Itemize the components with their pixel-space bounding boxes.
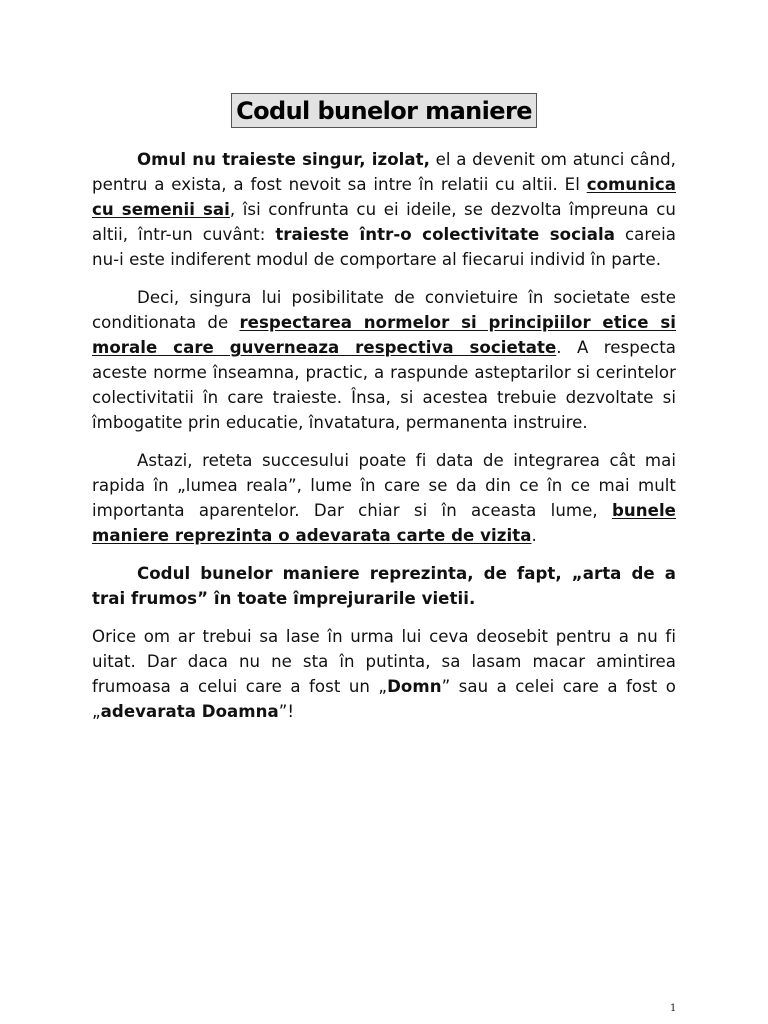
paragraph-5-run-3: ” sau a celei care a fost o „ [92,677,676,721]
document-body [92,147,676,737]
paragraph-1-run-4: , îsi confrunta cu ei ideile, se dezvolta împreuna cu altii, într-un cuvânt: [92,200,676,244]
paragraph-1 [92,147,676,272]
page-number: 1 [670,1003,677,1014]
paragraph-2 [92,285,676,435]
paragraph-5-run-4: adevarata Doamna [100,702,279,721]
paragraph-5 [92,624,676,724]
paragraph-5-run-5: ”! [278,702,295,721]
paragraph-5-run-1: Orice om ar trebui sa lase în urma lui ceva deosebit pentru a nu fi uitat. Dar daca nu ne sta în putinta, sa lasam macar amintirea frumoasa a celui care a fost un „ [92,627,676,696]
paragraph-2-run-3: . A respecta aceste norme înseamna, practic, a raspunde asteptarilor si cerintelor colectivitatii în care traieste. Însa, si acestea trebuie dezvoltate si îmbogatite prin educatie, învatatura, permanenta instruire. [92,338,676,432]
paragraph-1-run-2: el a devenit om atunci când, pentru a exista, a fost nevoit sa intre în relatii cu altii. El [92,150,676,194]
paragraph-4-run-1: Codul bunelor maniere reprezinta, de fapt, „arta de a trai frumos” în toate împrejurarile vietii. [92,564,676,608]
paragraph-3-run-2: bunele maniere reprezinta o adevarata carte de vizita [92,501,676,545]
paragraph-3-run-1: Astazi, reteta succesului poate fi data de integrarea cât mai rapida în „lumea reala”, lume în care se da din ce în ce mai mult importanta aparentelor. Dar chiar si în aceasta lume, [92,451,676,520]
page-title: Codul bunelor maniere [231,93,537,128]
paragraph-1-run-5: traieste într-o colectivitate sociala [275,225,615,244]
paragraph-2-run-1: Deci, singura lui posibilitate de convietuire în societate este conditionata de [92,288,676,332]
title-wrapper [0,93,768,128]
paragraph-3-run-3: . [531,526,537,545]
paragraph-4 [92,561,676,611]
paragraph-1-run-3: comunica cu semenii sai [92,175,676,219]
paragraph-1-run-1: Omul nu traieste singur, izolat, [137,150,430,169]
paragraph-2-run-2: respectarea normelor si principiilor etice si morale care guverneaza respectiva societate [92,313,676,357]
paragraph-1-run-6: careia nu-i este indiferent modul de comportare al fiecarui individ în parte. [92,225,676,269]
paragraph-3 [92,448,676,548]
paragraph-5-run-2: Domn [387,677,442,696]
